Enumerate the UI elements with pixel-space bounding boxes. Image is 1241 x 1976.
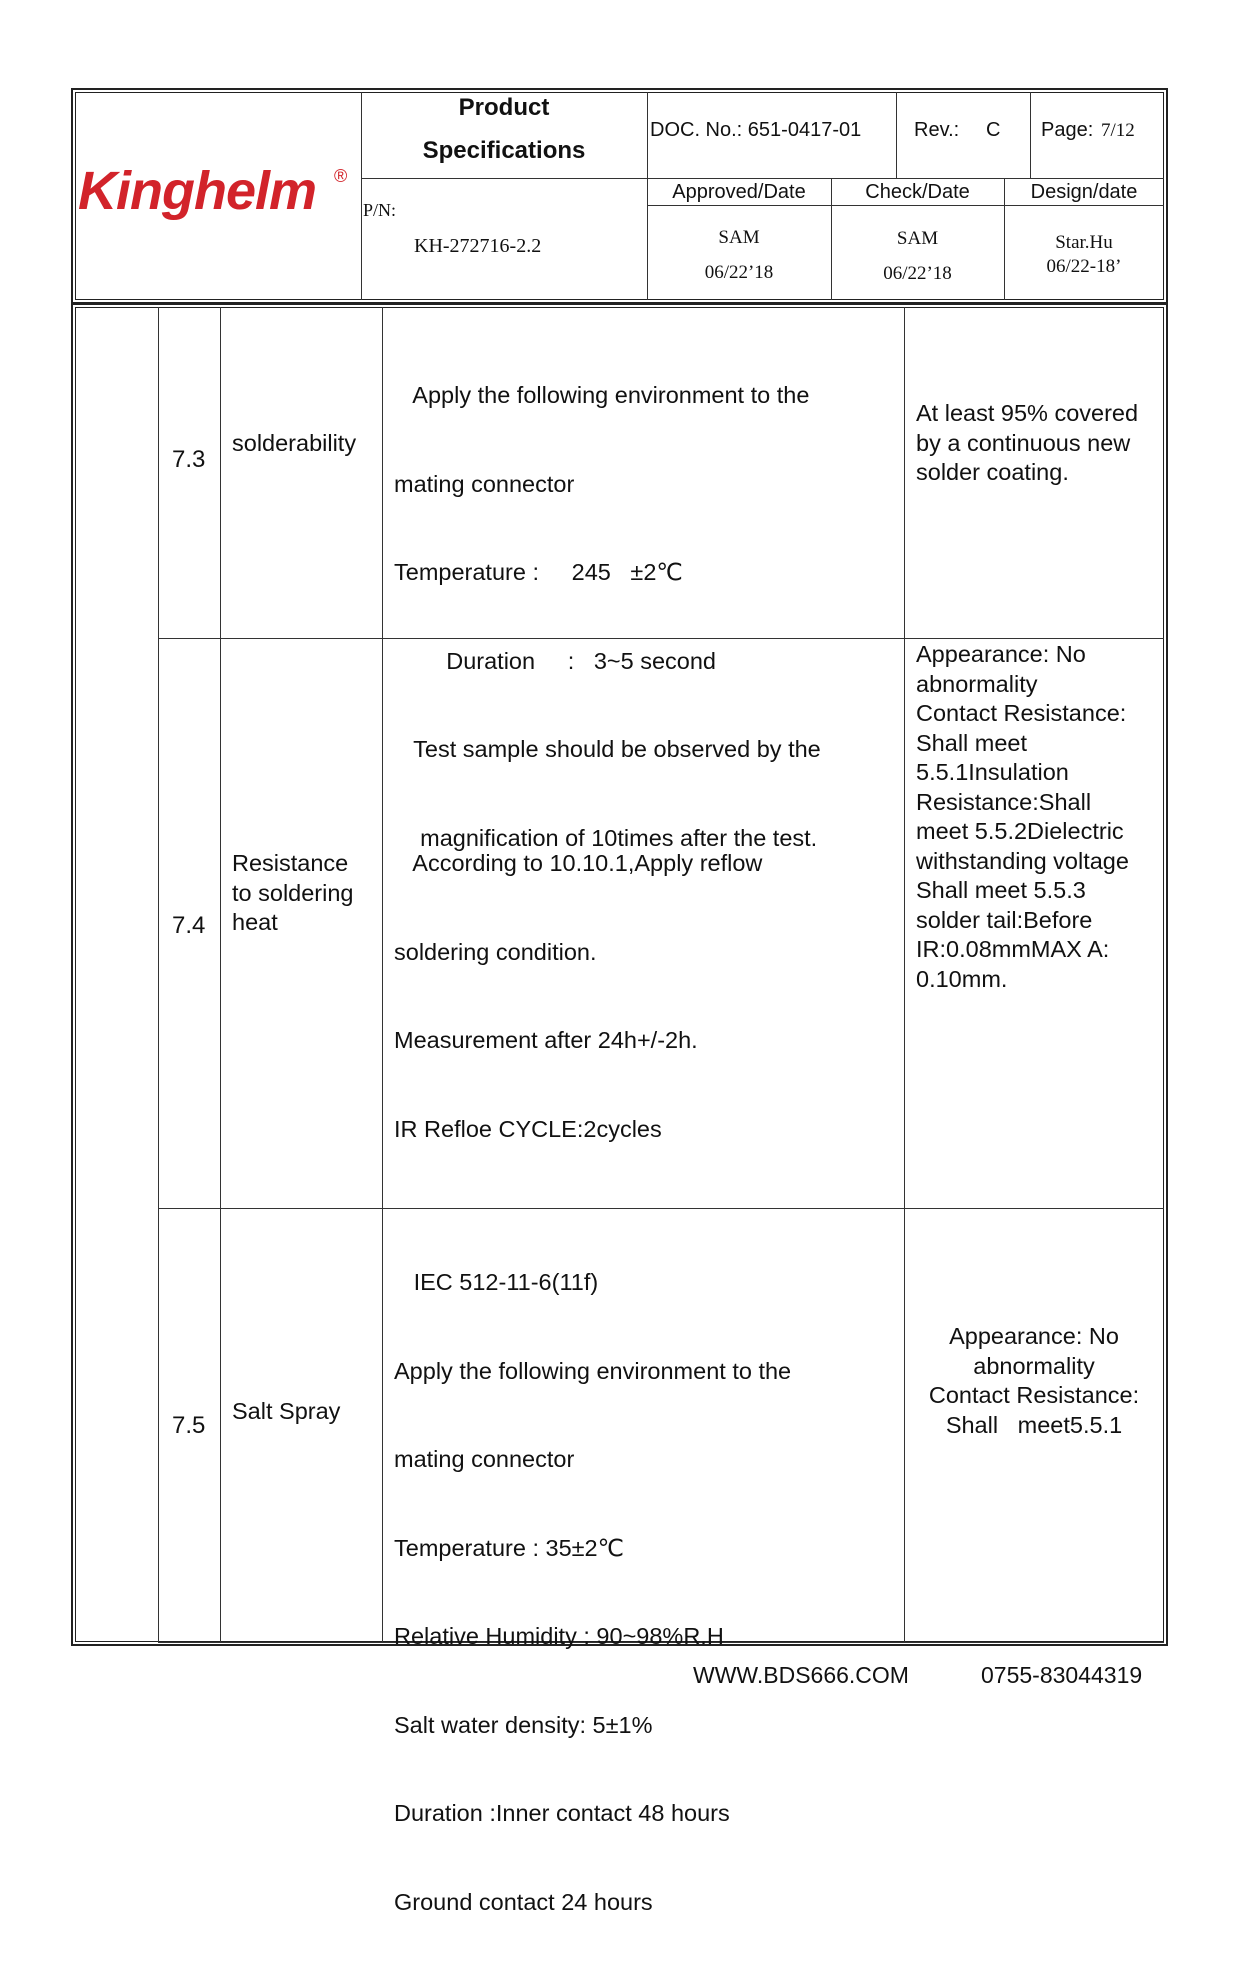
column-divider xyxy=(220,307,221,1642)
header-divider xyxy=(647,205,1164,206)
doc-title-line2: Specifications xyxy=(422,137,586,164)
row-condition: IEC 512-11-6(11f) Apply the following environment to the mating connector Temperature : 35±2℃ Relative Humidity : 90~98%R.H Salt water density: 5±1% Duration :Inner contact 48 hours Ground contact 24 hours xyxy=(394,1269,792,1915)
column-divider xyxy=(904,307,905,1642)
row-number: 7.3 xyxy=(172,446,206,473)
check-date: 06/22’18 xyxy=(883,263,952,284)
row-requirement: Appearance: No abnormality Contact Resistance: Shall meet 5.5.1Insulation Resistance:Shall meet 5.5.2Dielectric withstanding voltage Shall meet 5.5.3 solder tail:Before IR:0.08mmMAX A: 0.10mm. xyxy=(916,641,1129,992)
footer-phone: 0755-83044319 xyxy=(981,1662,1143,1688)
revision-value: C xyxy=(986,119,1001,141)
check-name: SAM xyxy=(896,228,939,249)
row-item: Resistance to soldering heat xyxy=(232,850,354,935)
revision-label: Rev.: xyxy=(914,119,960,141)
design-date: 06/22-18’ xyxy=(1046,256,1122,277)
row-number: 7.5 xyxy=(172,1412,206,1439)
header-divider xyxy=(361,92,362,300)
row-item: solderability xyxy=(232,430,357,456)
header-divider xyxy=(361,178,1164,179)
design-name: Star.Hu xyxy=(1055,232,1113,253)
brand-logo: Kinghelm xyxy=(78,161,317,221)
part-number-value: KH-272716-2.2 xyxy=(414,235,542,257)
column-divider xyxy=(158,307,159,1642)
registered-mark: ® xyxy=(334,166,348,186)
header-divider xyxy=(1030,92,1031,178)
approved-date-label: Approved/Date xyxy=(672,181,806,203)
doc-title-line1: Product xyxy=(458,94,550,121)
row-condition: Apply the following environment to the mating connector Temperature : 245 ±2℃ Duration : 3~5 second Test sample should be observed by the magnification of 10times after the test. xyxy=(394,382,821,851)
row-item: Salt Spray xyxy=(232,1398,341,1424)
row-number: 7.4 xyxy=(172,912,206,939)
row-requirement: Appearance: No abnormality Contact Resistance: Shall meet5.5.1 xyxy=(928,1323,1140,1438)
page-label: Page: xyxy=(1041,119,1094,141)
header-divider xyxy=(896,92,897,178)
design-date-label: Design/date xyxy=(1030,181,1138,203)
footer-website: WWW.BDS666.COM xyxy=(693,1662,909,1688)
part-number-label: P/N: xyxy=(363,200,397,220)
row-requirement: At least 95% covered by a continuous new solder coating. xyxy=(916,400,1139,485)
page-value: 7/12 xyxy=(1101,120,1135,141)
column-divider xyxy=(382,307,383,1642)
approved-name: SAM xyxy=(718,227,760,248)
check-date-label: Check/Date xyxy=(865,181,970,203)
row-condition: According to 10.10.1,Apply reflow soldering condition. Measurement after 24h+/-2h. IR Refloe CYCLE:2cycles xyxy=(394,850,763,1142)
approved-date: 06/22’18 xyxy=(704,262,774,283)
doc-number: DOC. No.: 651-0417-01 xyxy=(650,119,862,141)
